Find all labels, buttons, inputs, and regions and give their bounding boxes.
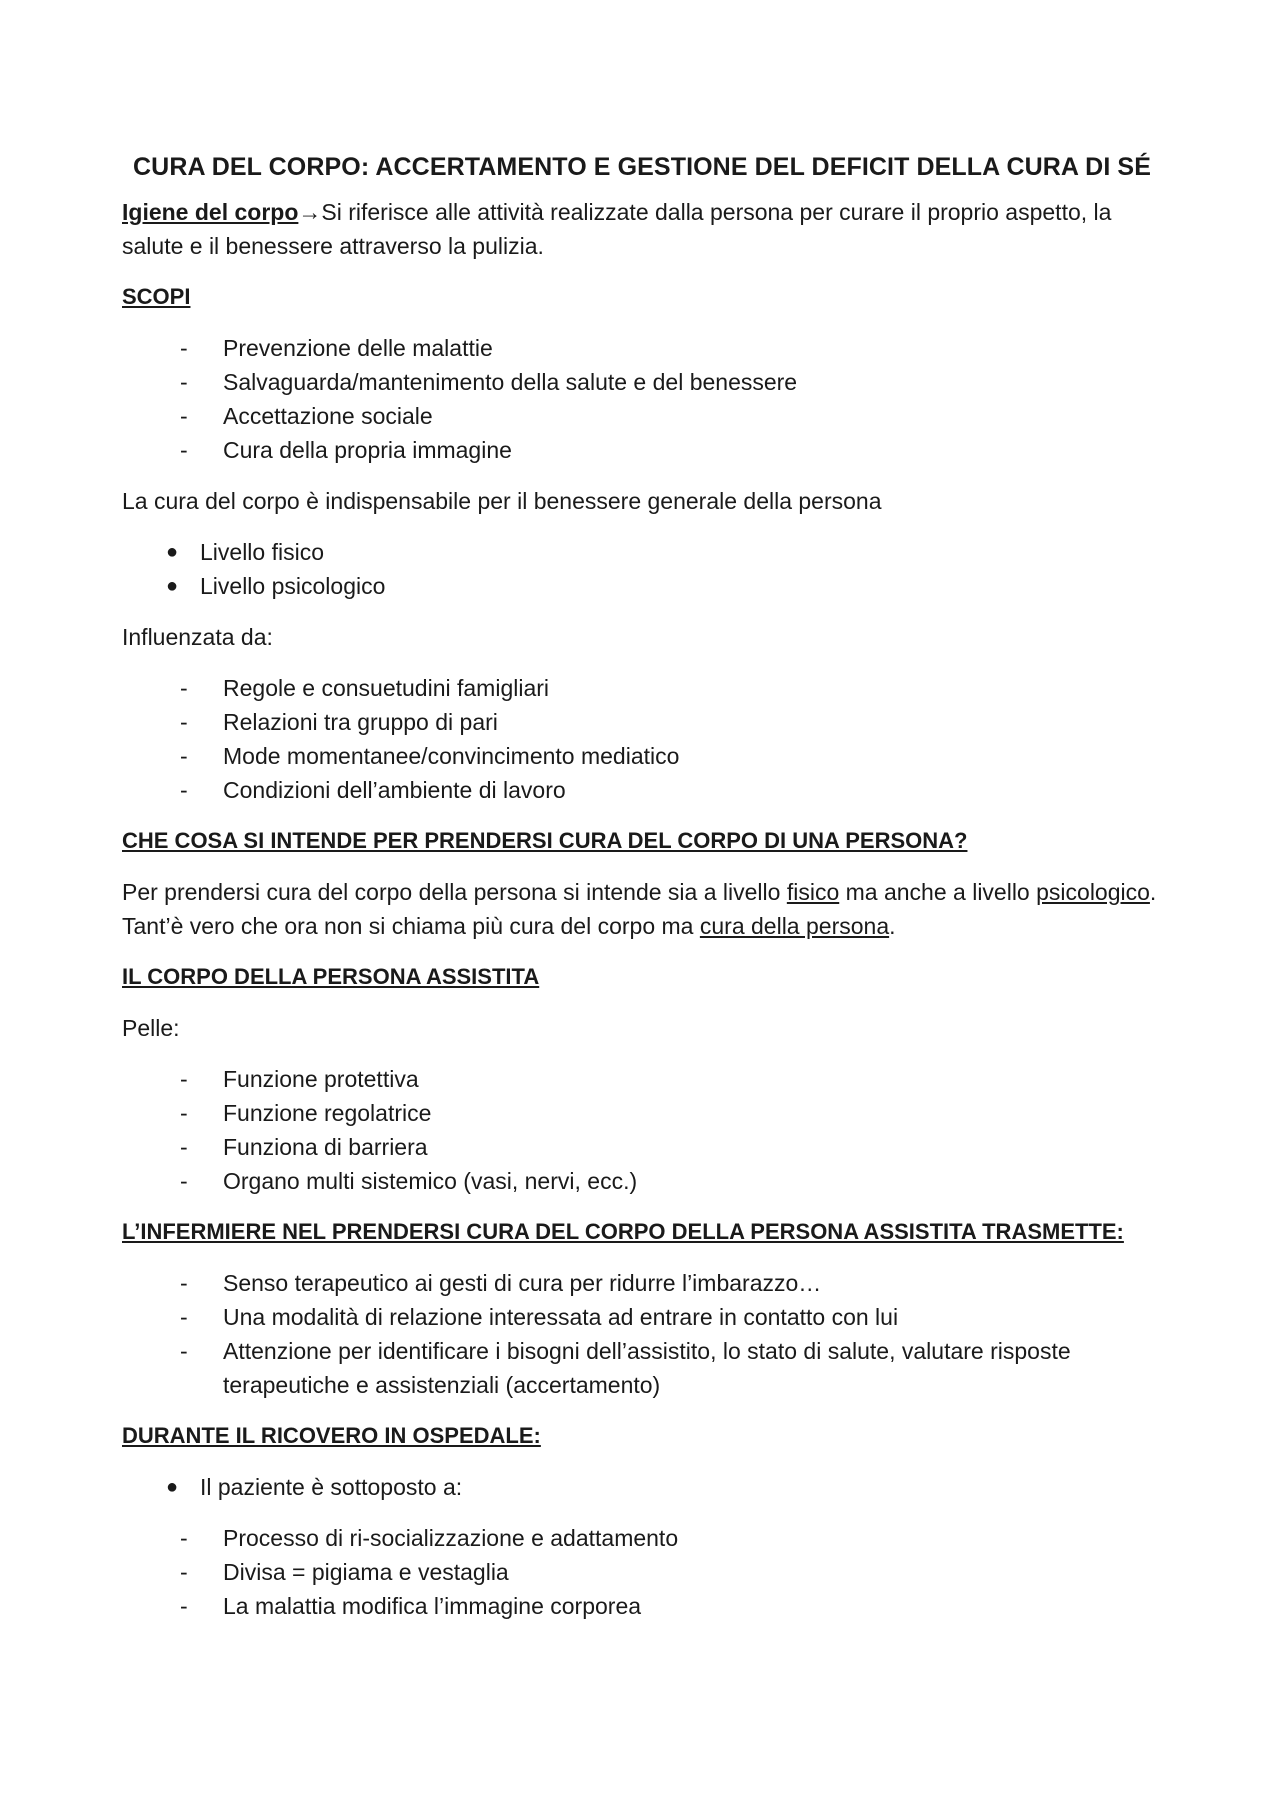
influenzata-list xyxy=(122,671,1162,807)
dash-marker: - xyxy=(180,743,188,769)
document-page xyxy=(122,150,1162,1640)
list-item-text: Una modalità di relazione interessata ad entrare in contatto con lui xyxy=(223,1304,899,1330)
list-item xyxy=(122,1470,1162,1504)
underlined-cura-della-persona: cura della persona xyxy=(699,913,890,939)
list-item xyxy=(122,705,1162,739)
list-item-text: Livello psicologico xyxy=(200,573,386,599)
dash-marker: - xyxy=(180,709,188,735)
list-item xyxy=(122,1062,1162,1096)
text-span: ma anche a livello xyxy=(839,879,1037,905)
list-item xyxy=(122,739,1162,773)
dash-marker: - xyxy=(180,1168,188,1194)
list-item xyxy=(122,773,1162,807)
dash-marker: - xyxy=(180,1100,188,1126)
infermiere-heading: L’INFERMIERE NEL PRENDERSI CURA DEL CORPO DELLA PERSONA ASSISTITA TRASMETTE: xyxy=(122,1219,1124,1244)
influenzata-label: Influenzata da: xyxy=(122,624,273,650)
dash-marker: - xyxy=(180,437,188,463)
arrow-icon: → xyxy=(298,199,322,225)
text-span: . xyxy=(889,913,896,939)
dash-marker: - xyxy=(180,335,188,361)
intro-term: Igiene del corpo xyxy=(122,199,299,225)
list-item-text: Cura della propria immagine xyxy=(223,437,512,463)
dash-marker: - xyxy=(180,777,188,803)
dash-marker: - xyxy=(180,1304,188,1330)
list-item xyxy=(122,433,1162,467)
list-item-text: Funzione protettiva xyxy=(223,1066,419,1092)
list-item xyxy=(122,399,1162,433)
benessere-list xyxy=(122,535,1162,603)
list-item-text: Processo di ri-socializzazione e adattamento xyxy=(223,1525,679,1551)
dash-marker: - xyxy=(180,675,188,701)
corpo-assistita-heading: IL CORPO DELLA PERSONA ASSISTITA xyxy=(122,964,540,989)
list-item xyxy=(122,1521,1162,1555)
list-item xyxy=(122,1300,1162,1334)
ricovero-bullet-list xyxy=(122,1470,1162,1504)
text-span: . Tant’è vero che ora non si chiama più cura del corpo ma xyxy=(122,879,1157,939)
dash-marker: - xyxy=(180,1593,188,1619)
pelle-label: Pelle: xyxy=(122,1015,180,1041)
bullet-marker: ● xyxy=(166,1476,179,1498)
dash-marker: - xyxy=(180,1134,188,1160)
list-item xyxy=(122,331,1162,365)
bullet-marker: ● xyxy=(166,575,179,597)
list-item xyxy=(122,569,1162,603)
list-item-text: Accettazione sociale xyxy=(223,403,433,429)
text-span: Per prendersi cura del corpo della persona si intende sia a livello xyxy=(122,879,787,905)
benessere-paragraph: La cura del corpo è indispensabile per il benessere generale della persona xyxy=(122,488,882,514)
dash-marker: - xyxy=(180,369,188,395)
list-item-text: Funzione regolatrice xyxy=(223,1100,432,1126)
list-item xyxy=(122,1334,1162,1402)
dash-marker: - xyxy=(180,1559,188,1585)
list-item xyxy=(122,671,1162,705)
bullet-marker: ● xyxy=(166,541,179,563)
ricovero-list xyxy=(122,1521,1162,1623)
list-item-text: Prevenzione delle malattie xyxy=(223,335,493,361)
scopi-heading: SCOPI xyxy=(122,284,191,309)
infermiere-list xyxy=(122,1266,1162,1402)
list-item xyxy=(122,535,1162,569)
prendersi-cura-heading: CHE COSA SI INTENDE PER PRENDERSI CURA DEL CORPO DI UNA PERSONA? xyxy=(122,828,968,853)
prendersi-cura-paragraph xyxy=(122,875,1162,943)
list-item-text: Salvaguarda/mantenimento della salute e del benessere xyxy=(223,369,798,395)
list-item-text: Attenzione per identificare i bisogni dell’assistito, lo stato di salute, valutare risposte terapeutiche e assistenziali (accertamento) xyxy=(223,1338,1071,1398)
document-title: CURA DEL CORPO: ACCERTAMENTO E GESTIONE DEL DEFICIT DELLA CURA DI SÉ xyxy=(133,153,1151,181)
dash-marker: - xyxy=(180,403,188,429)
list-item xyxy=(122,1555,1162,1589)
intro-text: Si riferisce alle attività realizzate dalla persona per curare il proprio aspetto, la salute e il benessere attraverso la pulizia. xyxy=(122,199,1112,259)
list-item-text: Funziona di barriera xyxy=(223,1134,428,1160)
list-item xyxy=(122,1266,1162,1300)
dash-marker: - xyxy=(180,1270,188,1296)
list-item-text: Organo multi sistemico (vasi, nervi, ecc.) xyxy=(223,1168,638,1194)
underlined-psicologico: psicologico xyxy=(1036,879,1150,905)
list-item xyxy=(122,1096,1162,1130)
list-item-text: Mode momentanee/convincimento mediatico xyxy=(223,743,680,769)
list-item-text: La malattia modifica l’immagine corporea xyxy=(223,1593,642,1619)
list-item xyxy=(122,1164,1162,1198)
list-item xyxy=(122,365,1162,399)
intro-paragraph xyxy=(122,195,1162,263)
ricovero-heading: DURANTE IL RICOVERO IN OSPEDALE: xyxy=(122,1423,541,1448)
list-item-text: Senso terapeutico ai gesti di cura per ridurre l’imbarazzo… xyxy=(223,1270,822,1296)
list-item xyxy=(122,1130,1162,1164)
list-item xyxy=(122,1589,1162,1623)
list-item-text: Condizioni dell’ambiente di lavoro xyxy=(223,777,566,803)
list-item-text: Livello fisico xyxy=(200,539,324,565)
dash-marker: - xyxy=(180,1338,188,1364)
pelle-list xyxy=(122,1062,1162,1198)
underlined-fisico: fisico xyxy=(786,879,840,905)
dash-marker: - xyxy=(180,1525,188,1551)
list-item-text: Regole e consuetudini famigliari xyxy=(223,675,550,701)
scopi-list xyxy=(122,331,1162,467)
list-item-text: Divisa = pigiama e vestaglia xyxy=(223,1559,509,1585)
list-item-text: Il paziente è sottoposto a: xyxy=(200,1474,463,1500)
list-item-text: Relazioni tra gruppo di pari xyxy=(223,709,498,735)
dash-marker: - xyxy=(180,1066,188,1092)
